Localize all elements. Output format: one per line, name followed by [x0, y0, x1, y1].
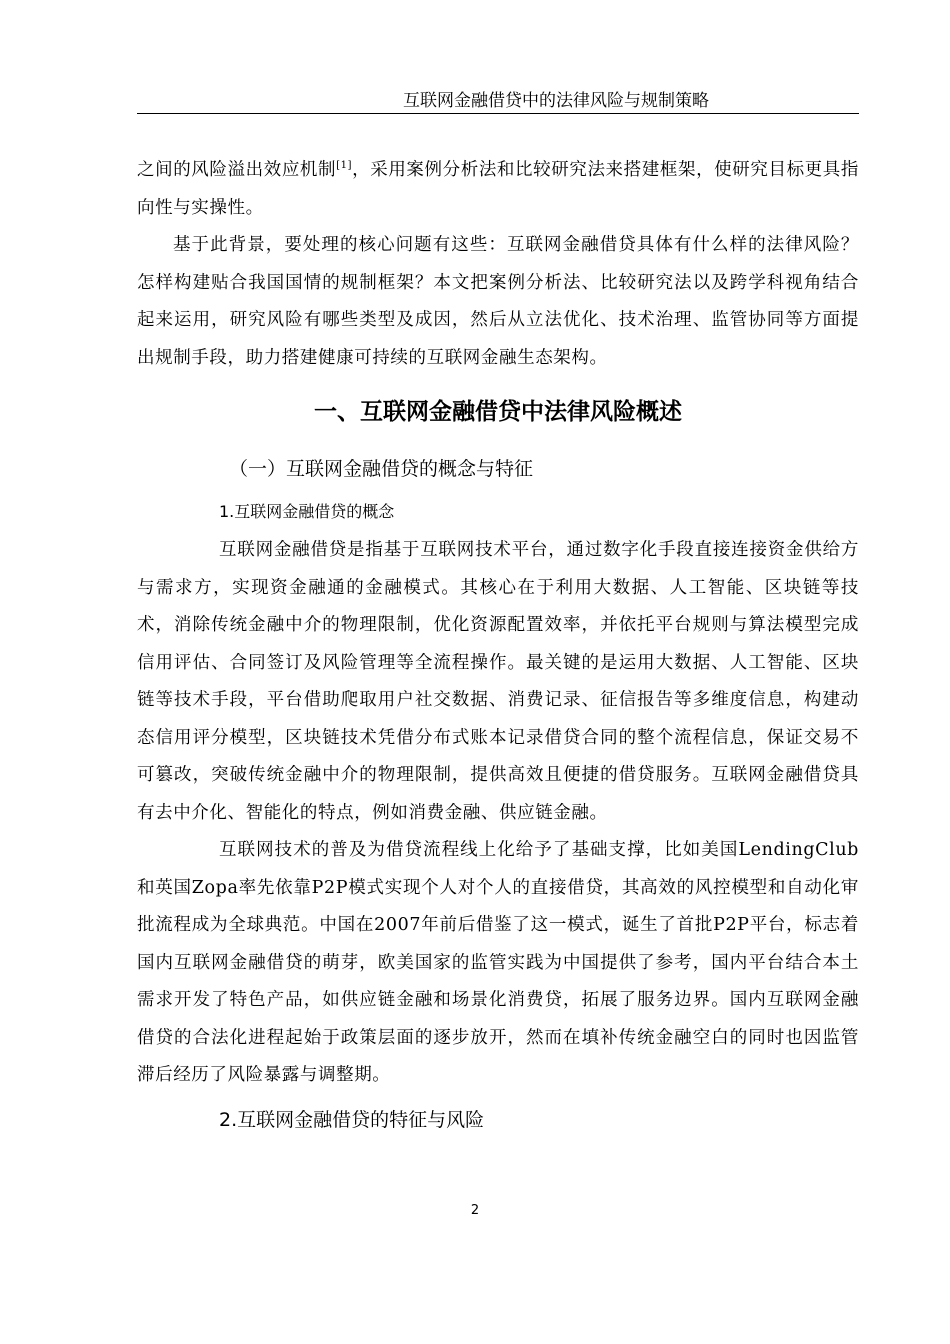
- citation-reference: [1]: [336, 160, 353, 172]
- page-number: 2: [470, 1203, 480, 1218]
- section-heading: 一、互联网金融借贷中法律风险概述: [314, 399, 682, 425]
- page-content: [137, 152, 859, 1137]
- paragraph-continued: [137, 152, 859, 227]
- paragraph-concept: 互联网金融借贷是指基于互联网技术平台，通过数字化手段直接连接资金供给方与需求方，实现资金融通的金融模式。其核心在于利用大数据、人工智能、区块链等技术，消除传统金融中介的物理限制，优化资源配置效率，并依托平台规则与算法模型完成信用评估、合同签订及风险管理等全流程操作。最关键的是运用大数据、人工智能、区块链等技术手段，平台借助爬取用户社交数据、消费记录、征信报告等多维度信息，构建动态信用评分模型，区块链技术凭借分布式账本记录借贷合同的整个流程信息，保证交易不可篡改，突破传统金融中介的物理限制，提供高效且便捷的借贷服务。互联网金融借贷具有去中介化、智能化的特点，例如消费金融、供应链金融。: [137, 540, 859, 823]
- subsection-heading: （一）互联网金融借贷的概念与特征: [229, 458, 534, 480]
- paragraph-text: ，采用案例分析法和比较研究法来搭建框架，使研究目标更具指向性与实操性。: [137, 160, 859, 218]
- item-heading: 1.互联网金融借贷的概念: [219, 502, 395, 521]
- running-header: 互联网金融借贷中的法律风险与规制策略: [137, 88, 859, 114]
- item-heading: 2.互联网金融借贷的特征与风险: [219, 1108, 485, 1131]
- paragraph-research-questions: 基于此背景，要处理的核心问题有这些：互联网金融借贷具体有什么样的法律风险？怎样构建贴合我国国情的规制框架？本文把案例分析法、比较研究法以及跨学科视角结合起来运用，研究风险有哪些类型及成因，然后从立法优化、技术治理、监管协同等方面提出规制手段，助力搭建健康可持续的互联网金融生态架构。: [137, 235, 859, 368]
- paragraph-text: 之间的风险溢出效应机制: [137, 160, 337, 180]
- paragraph-history: 互联网技术的普及为借贷流程线上化给予了基础支撑，比如美国LendingClub和英国Zopa率先依靠P2P模式实现个人对个人的直接借贷，其高效的风控模型和自动化审批流程成为全球典范。中国在2007年前后借鉴了这一模式，诞生了首批P2P平台，标志着国内互联网金融借贷的萌芽，欧美国家的监管实践为中国提供了参考，国内平台结合本土需求开发了特色产品，如供应链金融和场景化消费贷，拓展了服务边界。国内互联网金融借贷的合法化进程起始于政策层面的逐步放开，然而在填补传统金融空白的同时也因监管滞后经历了风险暴露与调整期。: [137, 840, 859, 1085]
